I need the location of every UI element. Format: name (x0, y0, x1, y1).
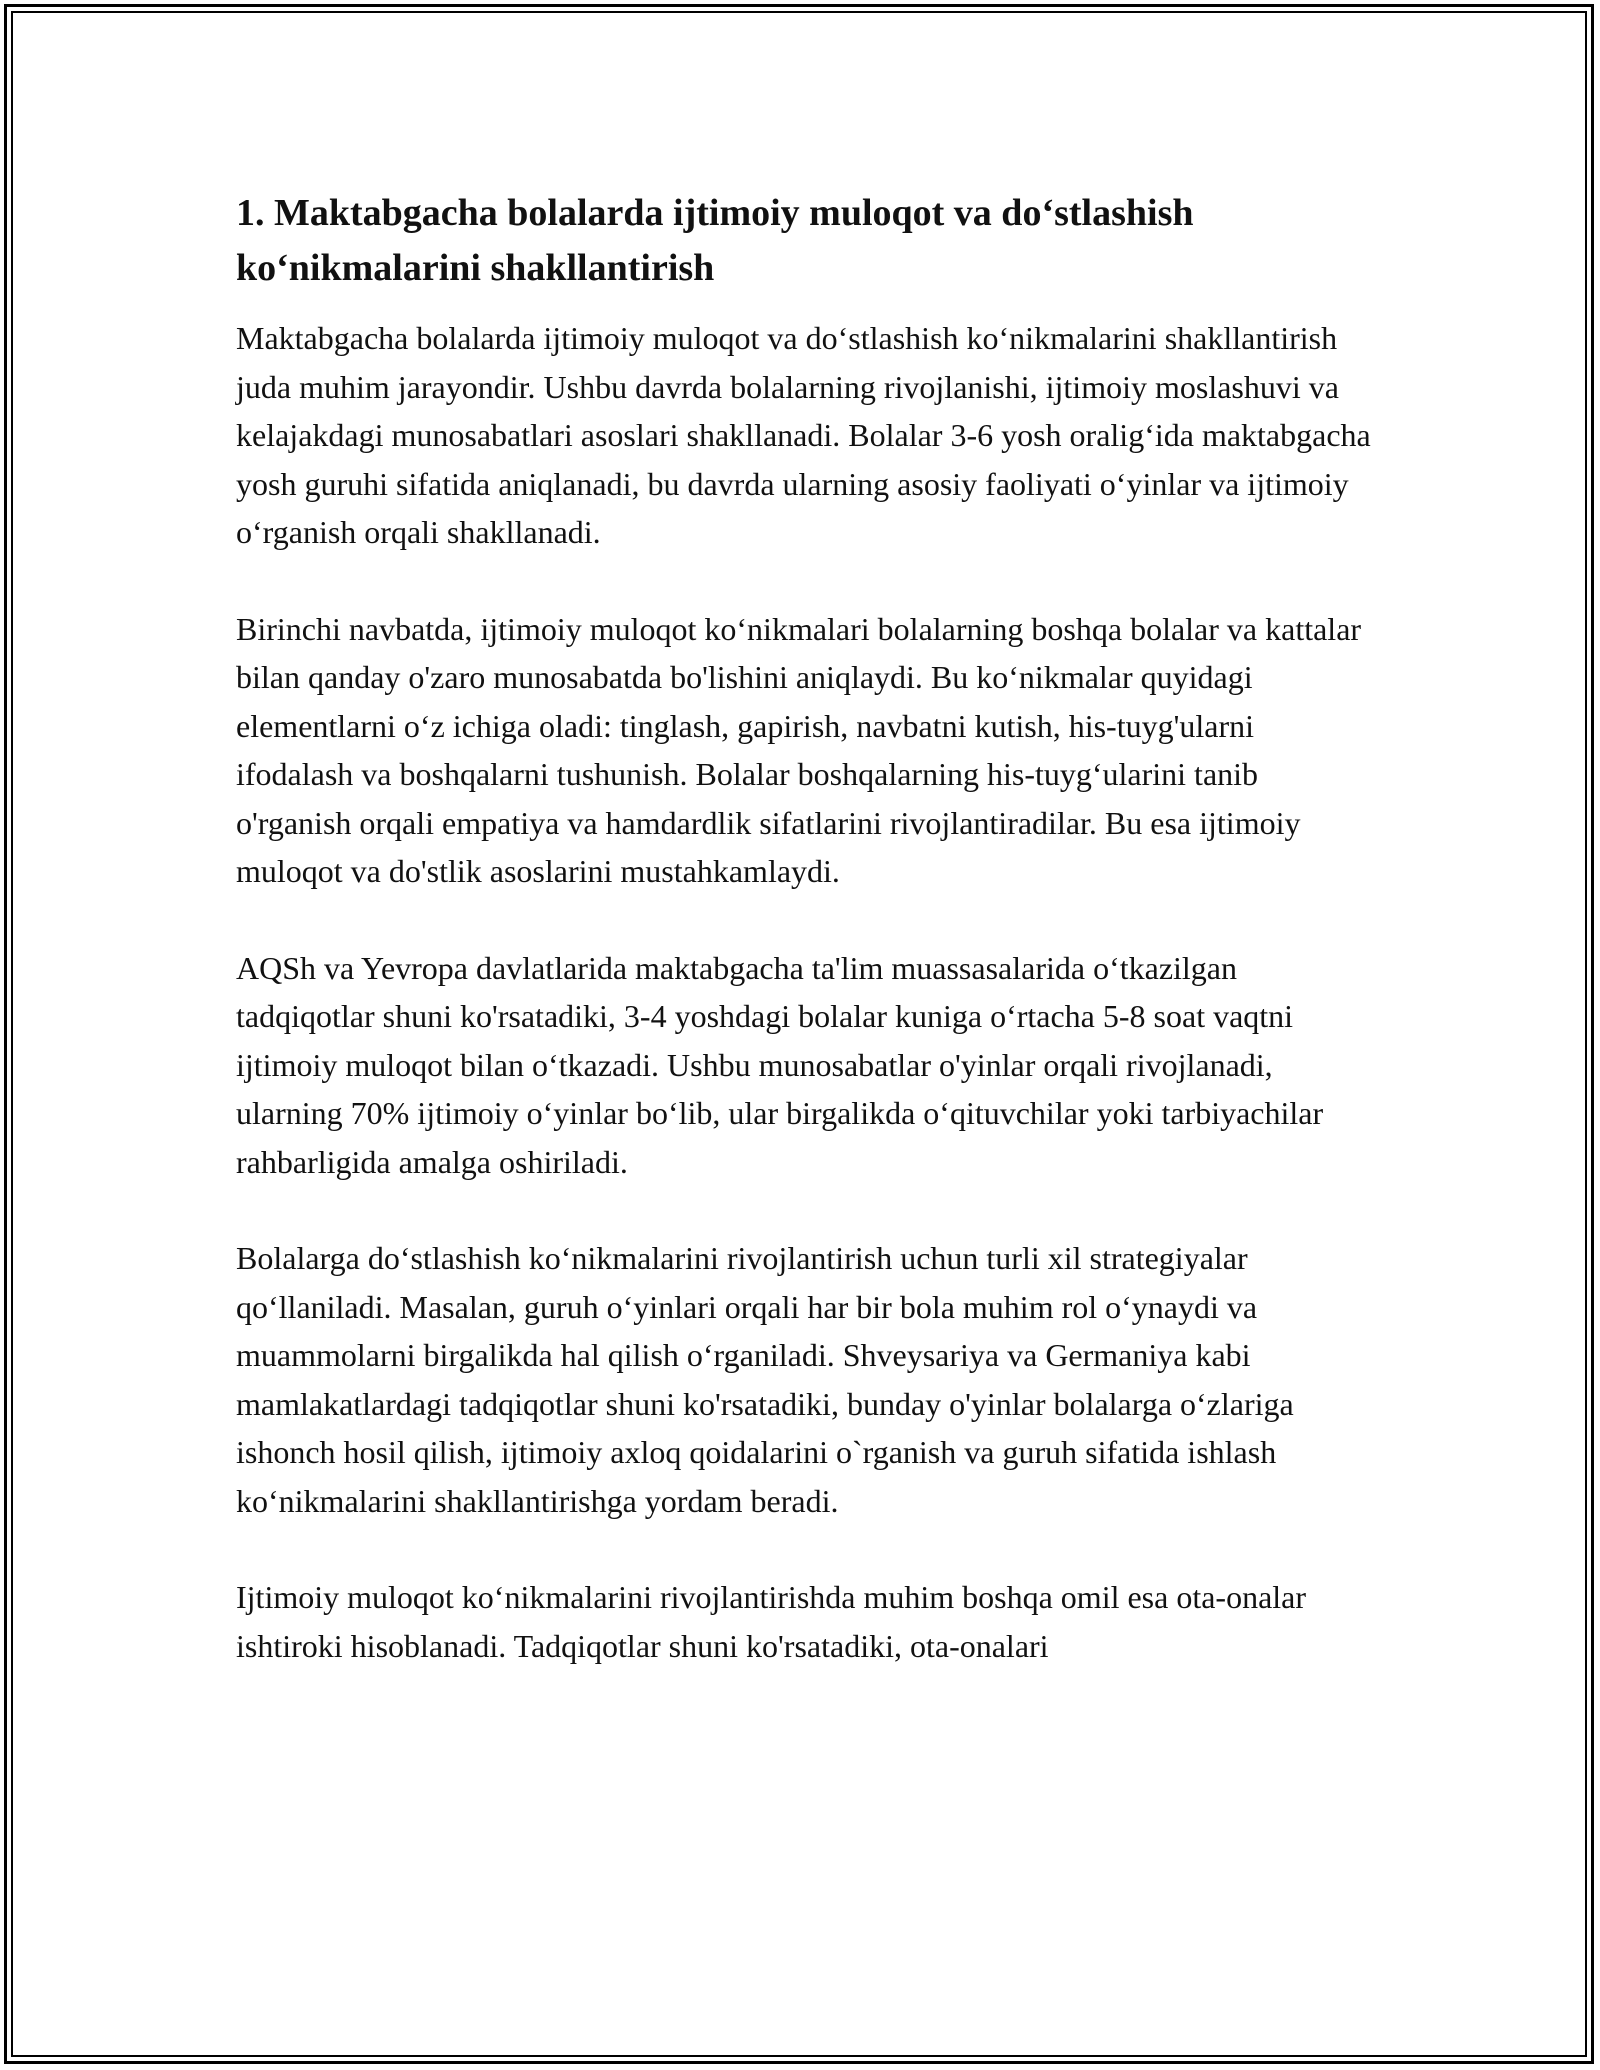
paragraph-3: AQSh va Yevropa davlatlarida maktabgacha ta'lim muassasalarida o‘tkazilgan tadqiqotlar shuni ko'rsatadiki, 3-4 yoshdagi bolalar kuniga o‘rtacha 5-8 soat vaqtni ijtimoiy muloqot bilan o‘tkazadi. Ushbu munosabatlar o'yinlar orqali rivojlanadi, ularning 70% ijtimoiy o‘yinlar bo‘lib, ular birgalikda o‘qituvchilar yoki tarbiyachilar rahbarligida amalga oshiriladi. (236, 949, 1324, 1180)
paragraph-2: Birinchi navbatda, ijtimoiy muloqot ko‘nikmalari bolalarning boshqa bolalar va kattalar bilan qanday o'zaro munosabatda bo'lishini aniqlaydi. Bu ko‘nikmalar quyidagi elementlarni o‘z ichiga oladi: tinglash, gapirish, navbatni kutish, his-tuyg'ularni ifodalash va boshqalarni tushunish. Bolalar boshqalarning his-tuyg‘ularini tanib o'rganish orqali empatiya va hamdardlik sifatlarini rivojlantiradilar. Bu esa ijtimoiy muloqot va do'stlik asoslarini mustahkamlaydi. (236, 610, 1362, 889)
paragraph-5: Ijtimoiy muloqot ko‘nikmalarini rivojlantirishda muhim boshqa omil esa ota-onalar ishtiroki hisoblanadi. Tadqiqotlar shuni ko'rsatadiki, ota-onalari (236, 1579, 1307, 1664)
paragraph-4: Bolalarga do‘stlashish ko‘nikmalarini rivojlantirish uchun turli xil strategiyalar qo‘llaniladi. Masalan, guruh o‘yinlari orqali har bir bola muhim rol o‘ynaydi va muammolarni birgalikda hal qilish o‘rganiladi. Shveysariya va Germaniya kabi mamlakatlardagi tadqiqotlar shuni ko'rsatadiki, bunday o'yinlar bolalarga o‘zlariga ishonch hosil qilish, ijtimoiy axloq qoidalarini o`rganish va guruh sifatida ishlash ko‘nikmalarini shakllantirishga yordam beradi. (236, 1240, 1294, 1519)
document-body (236, 186, 1376, 1718)
paragraph-1: Maktabgacha bolalarda ijtimoiy muloqot va do‘stlashish ko‘nikmalarini shakllantirish juda muhim jarayondir. Ushbu davrda bolalarning rivojlanishi, ijtimoiy moslashuvi va kelajakdagi munosabatlari asoslari shakllanadi. Bolalar 3-6 yosh oralig‘ida maktabgacha yosh guruhi sifatida aniqlanadi, bu davrda ularning asosiy faoliyati o‘yinlar va ijtimoiy o‘rganish orqali shakllanadi. (236, 320, 1371, 550)
section-heading: 1. Maktabgacha bolalarda ijtimoiy muloqot va do‘stlashish ko‘nikmalarini shakllantirish (236, 192, 1194, 289)
